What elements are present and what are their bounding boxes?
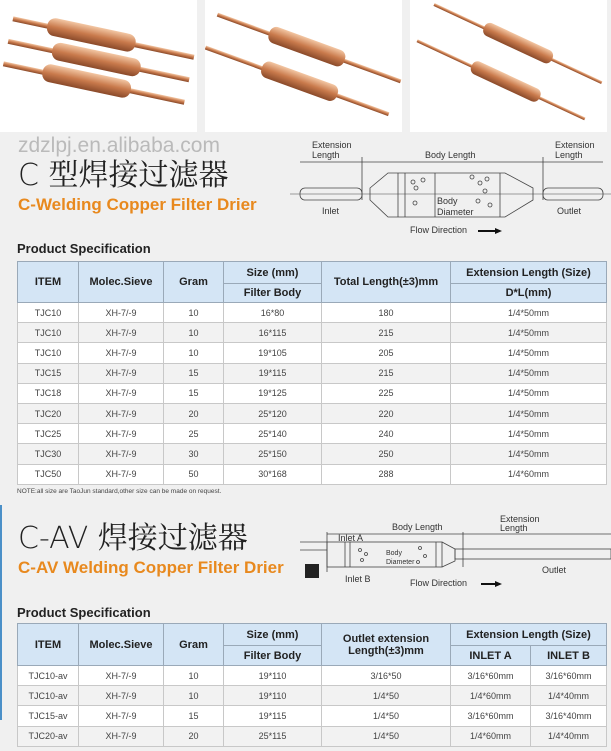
- table-cell: 3/16*60mm: [451, 706, 531, 726]
- table-cell: 15: [164, 706, 224, 726]
- table-cell: XH-7/-9: [79, 424, 164, 444]
- header-size: Size (mm): [224, 624, 322, 646]
- table-cell: 25*120: [224, 403, 322, 423]
- table-cell: 1/4*50mm: [451, 383, 607, 403]
- table-cell: 1/4*50mm: [451, 363, 607, 383]
- section1-spec-heading: Product Specification: [17, 241, 151, 256]
- table-cell: 10: [164, 303, 224, 323]
- diag2-ext-2: Length: [500, 523, 528, 533]
- header-dl: D*L(mm): [451, 284, 607, 303]
- watermark: zdzlpj.en.alibaba.com: [18, 134, 220, 157]
- table-cell: 1/4*50: [322, 686, 451, 706]
- table-cell: TJC10: [18, 323, 79, 343]
- table-cell: 1/4*50mm: [451, 343, 607, 363]
- table-cell: 25*140: [224, 424, 322, 444]
- table-cell: 19*115: [224, 363, 322, 383]
- table-cell: 19*105: [224, 343, 322, 363]
- table-cell: XH-7/-9: [79, 383, 164, 403]
- spec-table-1: [17, 261, 607, 485]
- header-outlet: Outlet extension Length(±3)mm: [322, 624, 451, 666]
- section2-spec-heading: Product Specification: [17, 605, 151, 620]
- header-item: ITEM: [18, 624, 79, 666]
- header-gram: Gram: [164, 262, 224, 303]
- table-cell: 25: [164, 424, 224, 444]
- section2-title-cn: C-AV 焊接过滤器: [18, 521, 248, 556]
- table-cell: 19*125: [224, 383, 322, 403]
- table-cell: 3/16*50: [322, 666, 451, 686]
- diag2-body-diameter-2: Diameter: [386, 559, 415, 566]
- table-cell: TJC18: [18, 383, 79, 403]
- table-cell: 1/4*50mm: [451, 403, 607, 423]
- diag2-inlet-a: Inlet A: [338, 533, 364, 543]
- diag1-body-diameter-2: Diameter: [437, 207, 474, 217]
- table-cell: TJC20: [18, 403, 79, 423]
- diag2-body-length: Body Length: [392, 522, 443, 532]
- table-cell: 180: [322, 303, 451, 323]
- table-cell: 16*80: [224, 303, 322, 323]
- table-cell: XH-7/-9: [79, 363, 164, 383]
- table-cell: 1/4*40mm: [531, 726, 607, 746]
- table-cell: 19*110: [224, 686, 322, 706]
- header-filter-body: Filter Body: [224, 284, 322, 303]
- header-inlet-a: INLET A: [451, 646, 531, 666]
- section1-title-cn: C 型焊接过滤器: [18, 158, 229, 193]
- table-cell: 215: [322, 323, 451, 343]
- table-cell: 19*110: [224, 666, 322, 686]
- table-cell: 288: [322, 464, 451, 484]
- table-cell: 20: [164, 726, 224, 746]
- table-cell: 10: [164, 666, 224, 686]
- table-cell: TJC10-av: [18, 666, 79, 686]
- table-cell: 10: [164, 323, 224, 343]
- section2-title-en: C-AV Welding Copper Filter Drier: [18, 558, 284, 577]
- table-cell: TJC25: [18, 424, 79, 444]
- header-ext: Extension Length (Size): [451, 262, 607, 284]
- table-row: [18, 726, 607, 746]
- product-photo-3: [410, 0, 607, 132]
- product-photo-1: [0, 0, 197, 132]
- diag2-flow-direction: Flow Direction: [410, 578, 468, 588]
- table-cell: TJC10: [18, 343, 79, 363]
- diag2-outlet: Outlet: [542, 565, 567, 575]
- table-cell: XH-7/-9: [79, 464, 164, 484]
- section1-title-en: C-Welding Copper Filter Drier: [18, 195, 257, 214]
- header-inlet-b: INLET B: [531, 646, 607, 666]
- table-cell: XH-7/-9: [79, 706, 164, 726]
- table-cell: 19*115: [224, 706, 322, 726]
- diag2-ext-1: Extension: [500, 514, 540, 524]
- table-cell: 215: [322, 363, 451, 383]
- diag1-ext-right-2: Length: [555, 150, 583, 160]
- table-cell: 50: [164, 464, 224, 484]
- table-cell: 205: [322, 343, 451, 363]
- table-cell: TJC15-av: [18, 706, 79, 726]
- filter-diagram-1: [290, 135, 611, 240]
- table-cell: 30*168: [224, 464, 322, 484]
- table-row: [18, 343, 607, 363]
- table-cell: 25*150: [224, 444, 322, 464]
- table-cell: 16*115: [224, 323, 322, 343]
- table-cell: XH-7/-9: [79, 666, 164, 686]
- diag2-inlet-b: Inlet B: [345, 574, 371, 584]
- table-cell: 3/16*40mm: [531, 706, 607, 726]
- table-cell: 1/4*50: [322, 726, 451, 746]
- table-cell: XH-7/-9: [79, 444, 164, 464]
- table-cell: 1/4*60mm: [451, 686, 531, 706]
- table-cell: XH-7/-9: [79, 323, 164, 343]
- header-size: Size (mm): [224, 262, 322, 284]
- table-cell: XH-7/-9: [79, 343, 164, 363]
- table-cell: XH-7/-9: [79, 403, 164, 423]
- table-cell: 1/4*50: [322, 706, 451, 726]
- table-cell: XH-7/-9: [79, 726, 164, 746]
- left-edge-bar: [0, 505, 2, 720]
- table-cell: TJC50: [18, 464, 79, 484]
- table-cell: 15: [164, 383, 224, 403]
- table-row: [18, 666, 607, 686]
- diag2-body-diameter-1: Body: [386, 550, 402, 557]
- table-row: [18, 303, 607, 323]
- table-cell: 3/16*60mm: [451, 666, 531, 686]
- arrow-right-icon: [478, 228, 502, 234]
- table-cell: TJC15: [18, 363, 79, 383]
- table-cell: 1/4*50mm: [451, 444, 607, 464]
- table-cell: XH-7/-9: [79, 686, 164, 706]
- table-row: [18, 444, 607, 464]
- table-cell: 1/4*50mm: [451, 303, 607, 323]
- table-cell: 225: [322, 383, 451, 403]
- table-row: [18, 383, 607, 403]
- table-cell: TJC30: [18, 444, 79, 464]
- header-sieve: Molec.Sieve: [79, 262, 164, 303]
- header-total: Total Length(±3)mm: [322, 262, 451, 303]
- diag1-body-length: Body Length: [425, 150, 476, 160]
- diag1-flow-direction: Flow Direction: [410, 225, 468, 235]
- table-cell: 1/4*50mm: [451, 424, 607, 444]
- table-cell: 25*115: [224, 726, 322, 746]
- table-cell: 15: [164, 363, 224, 383]
- table-cell: 1/4*60mm: [451, 726, 531, 746]
- diag1-ext-left-1: Extension: [312, 140, 352, 150]
- table-row: [18, 323, 607, 343]
- table-row: [18, 363, 607, 383]
- table-cell: XH-7/-9: [79, 303, 164, 323]
- table-row: [18, 706, 607, 726]
- header-sieve: Molec.Sieve: [79, 624, 164, 666]
- table-cell: 10: [164, 686, 224, 706]
- arrow-right-icon: [481, 581, 502, 587]
- diag1-body-diameter-1: Body: [437, 196, 458, 206]
- product-photo-2: [205, 0, 402, 132]
- diag1-outlet: Outlet: [557, 206, 582, 216]
- table-cell: 220: [322, 403, 451, 423]
- table-cell: 30: [164, 444, 224, 464]
- table-row: [18, 403, 607, 423]
- header-filter-body: Filter Body: [224, 646, 322, 666]
- header-ext: Extension Length (Size): [451, 624, 607, 646]
- table-cell: 1/4*60mm: [451, 464, 607, 484]
- section1-note: NOTE:all size are TaoJun standard,other size can be made on request.: [17, 488, 222, 495]
- diag1-ext-left-2: Length: [312, 150, 340, 160]
- diag1-ext-right-1: Extension: [555, 140, 595, 150]
- diag1-inlet: Inlet: [322, 206, 340, 216]
- table-cell: 240: [322, 424, 451, 444]
- table-cell: 1/4*40mm: [531, 686, 607, 706]
- table-row: [18, 424, 607, 444]
- spec-table-2: [17, 623, 607, 747]
- table-cell: 20: [164, 403, 224, 423]
- table-cell: 3/16*60mm: [531, 666, 607, 686]
- table-cell: 1/4*50mm: [451, 323, 607, 343]
- table-row: [18, 686, 607, 706]
- inlet-b-connector: [305, 564, 319, 578]
- filter-diagram-2: [300, 512, 611, 594]
- header-item: ITEM: [18, 262, 79, 303]
- table-row: [18, 464, 607, 484]
- table-cell: 10: [164, 343, 224, 363]
- table-cell: TJC20-av: [18, 726, 79, 746]
- table-cell: 250: [322, 444, 451, 464]
- table-cell: TJC10-av: [18, 686, 79, 706]
- header-gram: Gram: [164, 624, 224, 666]
- table-cell: TJC10: [18, 303, 79, 323]
